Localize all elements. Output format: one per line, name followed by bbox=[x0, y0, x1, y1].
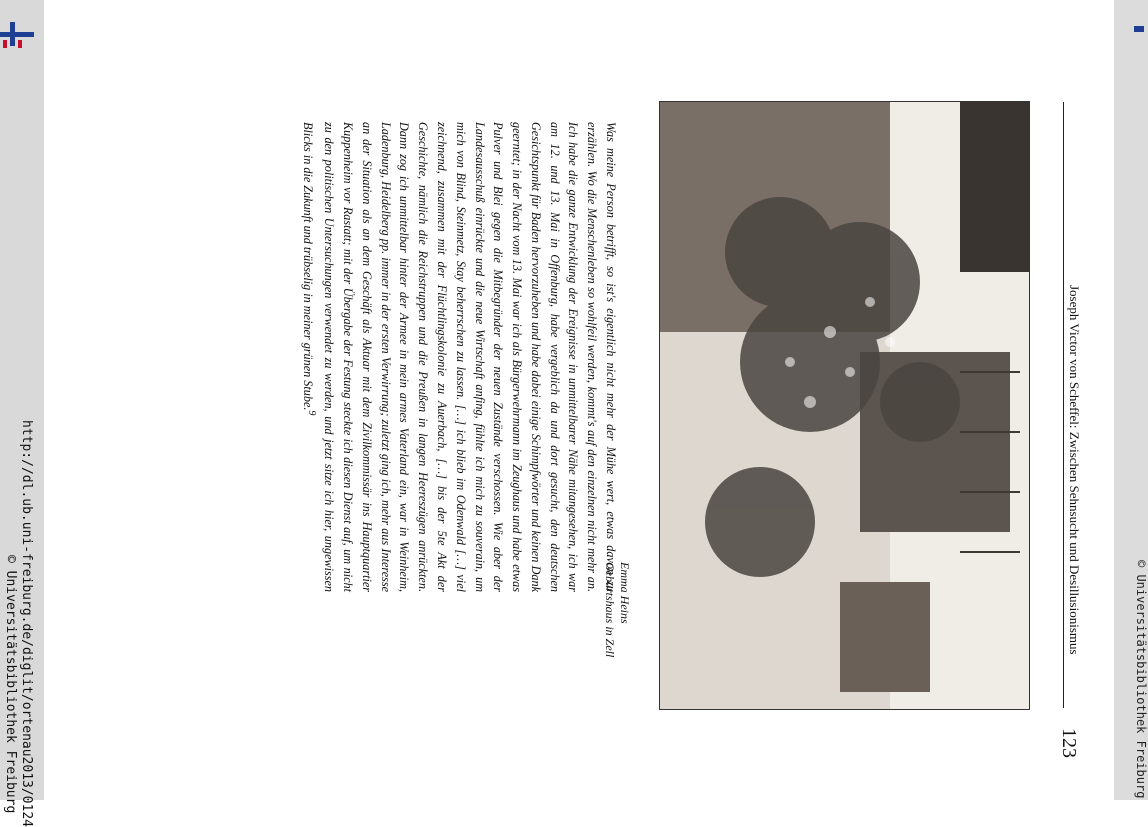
photo-image bbox=[660, 102, 1029, 709]
body-text bbox=[299, 122, 620, 592]
footnote-marker: 9 bbox=[306, 410, 318, 416]
ub-freiburg-logo-icon-right[interactable] bbox=[1134, 22, 1144, 40]
copyright-notice-right: © Universitätsbibliothek Freiburg bbox=[1134, 560, 1148, 799]
header-rule bbox=[1063, 102, 1064, 708]
body-paragraph: Was meine Person betrifft, so ist's eigentlich nicht mehr der Mühe wert, etwas davon zu erzählen. Wo die Menschenleben so wohlfeil werden, kommt's auf den einzelnen nicht mehr an. Ich habe die ganze Entwicklung der Ereignisse in unmittelbarer Nähe mitangesehen, ich war am 12. und 13. Mai in Offenburg, habe vergeblich da und dort gesucht, den deutschen Gesichtspunkt für Baden hervorzuheben und habe dabei einige Schimpfwörter und keinen Dank geerntet; in der Nacht vom 13. Mai war ich als Bürgerwehrmann im Zeughaus und habe etwas Pulver und Blei gegen die Mitbegründer der neuen Zustände verschossen. Wie aber der Landesausschuß einrückte und die neue Wirtschaft anfing, fühlte ich mich zu souverain, um mich von Blind, Steinmetz, Stay beherrschen zu lassen. […] ich blieb im Odenwald […] viel zeichnend, zusammen mit der Flüchtlingskolonie zu Auerbach, […] bis der 5te Akt der Geschichte, nämlich die Reichstruppen und die Preußen in langen Heereszügen anrückten. Dann zog ich unmittelbar hinter der Armee in mein armes Vaterland ein, war in Weinheim, Ladenburg, Heidelberg pp. immer in der ersten Verwirrung; zuletzt ging ich, mehr aus Interesse an der Situation als an dem Geschäft als Aktuar mit dem Zivilkommissär ins Hauptquartier Kuppenheim vor Rastatt; mit der Übergabe der Festung steckte ich diesen Dienst auf, um nicht zu den politischen Untersuchungen verwendet zu werden, und jetzt sitze ich hier, ungewissen Blicks in die Zukunft und trübselig in meiner grünen Stube. bbox=[301, 122, 618, 592]
running-head: Joseph Victor von Scheffel: Zwischen Sehnsucht und Desillusionismus bbox=[1067, 285, 1082, 655]
caption-title: Geburtshaus in Zell bbox=[603, 562, 617, 658]
historic-house-photo bbox=[659, 101, 1030, 710]
copyright-notice: © Universitätsbibliothek Freiburg bbox=[3, 555, 18, 814]
source-url[interactable]: http://dl.ub.uni-freiburg.de/diglit/ortenau2013/0124 bbox=[19, 420, 34, 827]
ub-freiburg-logo-icon[interactable] bbox=[0, 22, 40, 50]
caption-author: Emma Heins bbox=[618, 562, 632, 624]
page-number: 123 bbox=[1058, 728, 1080, 758]
